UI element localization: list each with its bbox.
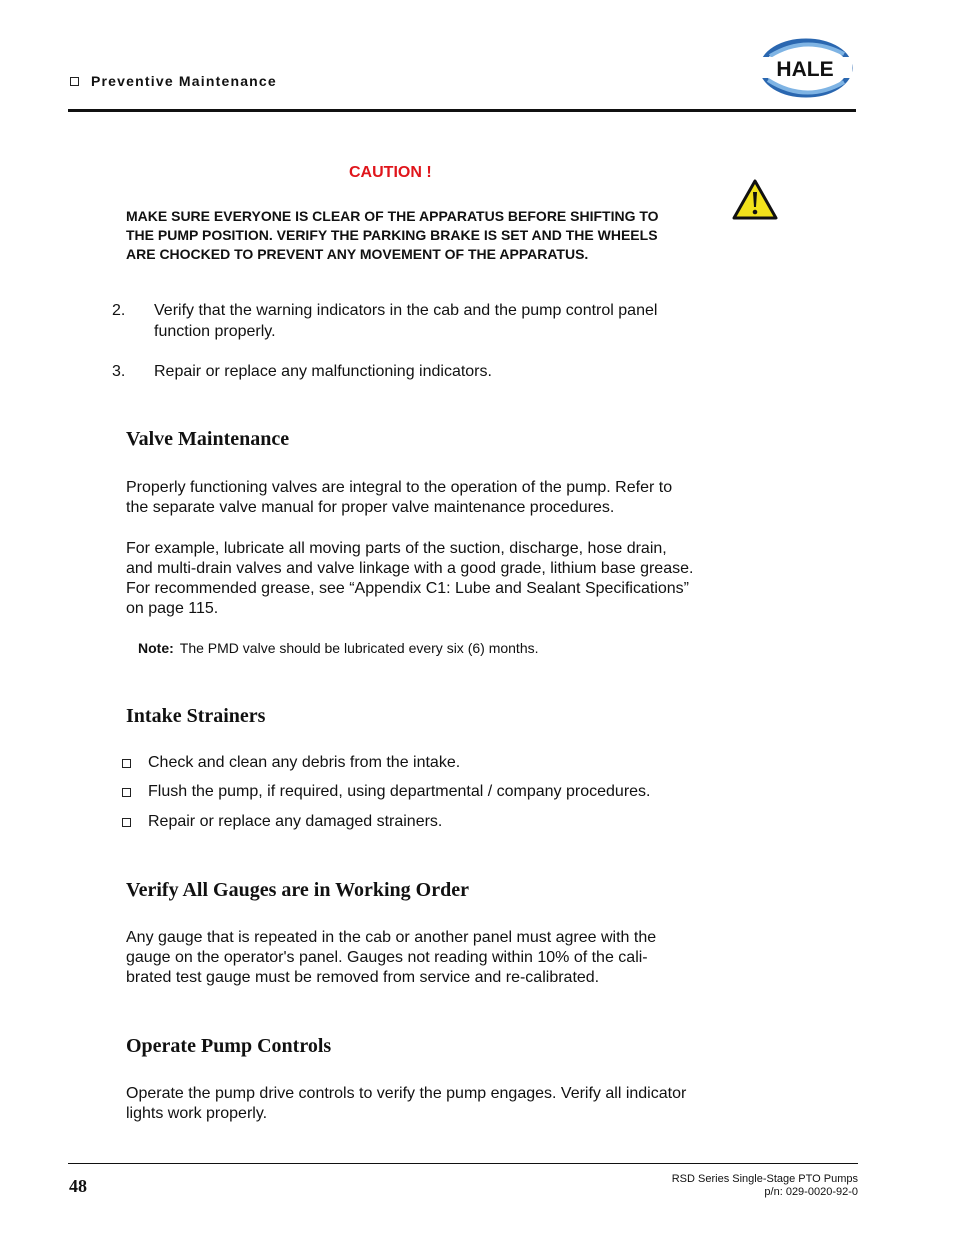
controls-paragraph — [126, 1084, 736, 1124]
step-line: Verify that the warning indicators in the cab and the pump control panel — [154, 302, 658, 319]
para-line: Properly functioning valves are integral to the operation of the pump. Refer to — [126, 479, 673, 496]
step-number: 2. — [112, 302, 126, 319]
logo-text: HALE — [776, 58, 834, 81]
footer-doc-title: RSD Series Single-Stage PTO Pumps — [671, 1173, 858, 1185]
note — [138, 640, 539, 656]
checkbox-bullet-icon — [122, 788, 131, 797]
checkbox-bullet-icon — [70, 77, 79, 86]
note-label: Note: — [138, 640, 174, 656]
bullet-text: Flush the pump, if required, using departmental / company procedures. — [148, 783, 651, 800]
hale-logo — [756, 36, 854, 100]
step-number: 3. — [112, 363, 126, 380]
heading-intake-strainers: Intake Strainers — [126, 705, 266, 727]
caution-line: ARE CHOCKED TO PREVENT ANY MOVEMENT OF THE APPARATUS. — [126, 246, 589, 262]
valve-paragraph-2 — [126, 539, 736, 619]
step-line: Repair or replace any malfunctioning indicators. — [154, 363, 492, 380]
section-header-label: Preventive Maintenance — [91, 73, 277, 89]
heading-operate-pump-controls: Operate Pump Controls — [126, 1035, 332, 1057]
header-rule — [68, 109, 856, 112]
para-line: gauge on the operator's panel. Gauges not reading within 10% of the cali- — [126, 949, 648, 966]
step-line: function properly. — [154, 323, 276, 340]
caution-title: CAUTION ! — [349, 164, 432, 181]
caution-line: THE PUMP POSITION. VERIFY THE PARKING BRAKE IS SET AND THE WHEELS — [126, 227, 658, 243]
para-line: Operate the pump drive controls to verify the pump engages. Verify all indicator — [126, 1085, 687, 1102]
para-line: Any gauge that is repeated in the cab or another panel must agree with the — [126, 929, 657, 946]
heading-verify-gauges: Verify All Gauges are in Working Order — [126, 879, 469, 901]
checkbox-bullet-icon — [122, 818, 131, 827]
para-line: lights work properly. — [126, 1105, 268, 1122]
para-line: For recommended grease, see “Appendix C1: Lube and Sealant Specifications” — [126, 580, 689, 597]
para-line: the separate valve manual for proper valve maintenance procedures. — [126, 499, 615, 516]
valve-paragraph-1 — [126, 478, 736, 518]
warning-triangle-icon — [731, 178, 779, 221]
step-text — [154, 300, 734, 342]
gauges-paragraph — [126, 928, 736, 988]
bullet-text: Repair or replace any damaged strainers. — [148, 813, 443, 830]
para-line: For example, lubricate all moving parts of the suction, discharge, hose drain, — [126, 540, 667, 557]
caution-text — [126, 207, 746, 264]
footer-doc-info — [672, 1173, 858, 1199]
caution-line: MAKE SURE EVERYONE IS CLEAR OF THE APPARATUS BEFORE SHIFTING TO — [126, 208, 659, 224]
heading-valve-maintenance: Valve Maintenance — [126, 428, 290, 450]
footer-part-number: p/n: 029-0020-92-0 — [764, 1186, 858, 1198]
section-header — [70, 73, 277, 89]
para-line: on page 115. — [126, 600, 219, 617]
checkbox-bullet-icon — [122, 759, 131, 768]
bullet-text: Check and clean any debris from the intake. — [148, 754, 461, 771]
note-text: The PMD valve should be lubricated every six (6) months. — [179, 640, 539, 656]
step-text — [154, 361, 734, 382]
para-line: brated test gauge must be removed from service and re-calibrated. — [126, 969, 600, 986]
para-line: and multi-drain valves and valve linkage with a good grade, lithium base grease. — [126, 560, 694, 577]
footer-rule — [68, 1163, 858, 1164]
page-number: 48 — [69, 1176, 87, 1196]
